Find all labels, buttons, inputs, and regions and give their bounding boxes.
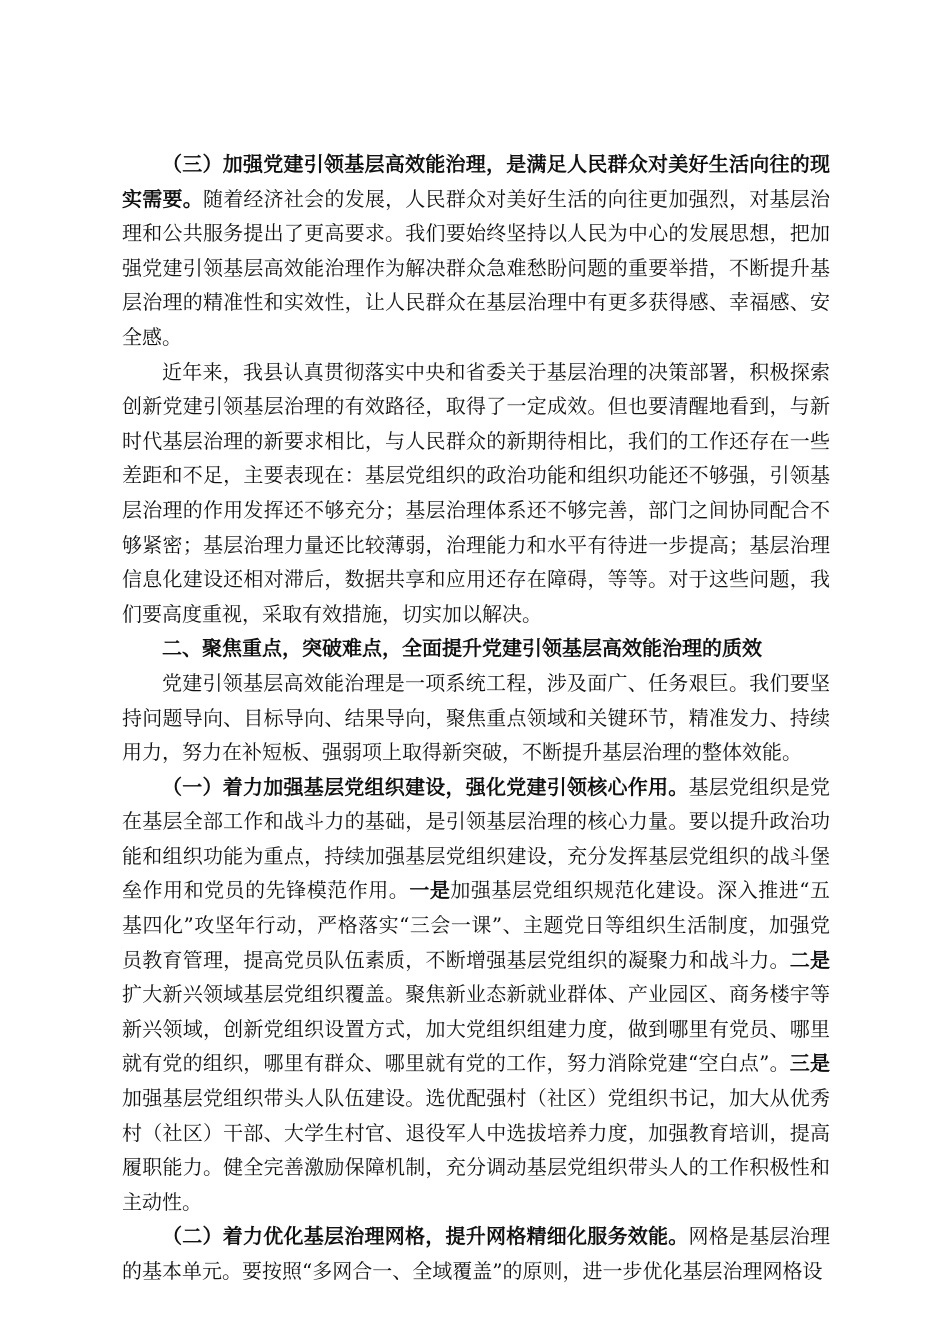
point-two-label: 二是 — [789, 947, 831, 972]
paragraph-text: 基层党组织是党在基层全部工作和战斗力的基础，是引领基层治理的核心力量。要以提升政治功能和组织功能为重点，持续加强基层党组织建设，充分发挥基层党组织的战斗堡垒作用和党员的先锋模范作用。 — [122, 774, 830, 903]
paragraph-text: 随着经济社会的发展，人民群众对美好生活的向往更加强烈，对基层治理和公共服务提出了更高要求。我们要始终坚持以人民为中心的发展思想，把加强党建引领基层高效能治理作为解决群众急难愁盼问题的重要举措，不断提升基层治理的精准性和实效性，让人民群众在基层治理中有更多获得感、幸福感、安全感。 — [122, 186, 831, 349]
point-one-text: 加强基层党组织规范化建设。深入推进“五基四化”攻坚年行动，严格落实“三会一课”、主题党日等组织生活制度，加强党员教育管理，提高党员队伍素质，不断增强基层党组织的凝聚力和战斗力。 — [122, 878, 831, 972]
paragraph-text: 党建引领基层高效能治理是一项系统工程，涉及面广、任务艰巨。我们要坚持问题导向、目标导向、结果导向，聚焦重点领域和关键环节，精准发力、持续用力，努力在补短板、强弱项上取得新突破，不断提升基层治理的整体效能。 — [122, 670, 830, 765]
paragraph-need-of-people — [122, 147, 830, 355]
section-lead-one: （一）着力加强基层党组织建设，强化党建引领核心作用。 — [162, 774, 689, 799]
paragraph-problems — [122, 355, 830, 632]
paragraph-party-org-building — [122, 770, 830, 1220]
paragraph-grid-optimization — [122, 1219, 830, 1288]
section-heading-two: 二、聚焦重点，突破难点，全面提升党建引领基层高效能治理的质效 — [162, 636, 762, 661]
section-lead-three: （三）加强党建引领基层高效能治理，是满足人民群众对美好生活向往的现实需要。 — [122, 152, 830, 211]
paragraph-text: 网格是基层治理的基本单元。要按照“多网合一、全域覆盖”的原则，进一步优化基层治理网格设 — [122, 1224, 830, 1283]
point-one-label: 一是 — [409, 878, 451, 903]
section-lead-two: （二）着力优化基层治理网格，提升网格精细化服务效能。 — [162, 1224, 689, 1249]
point-three-label: 三是 — [789, 1051, 830, 1076]
point-three-text: 加强基层党组织带头人队伍建设。选优配强村（社区）党组织书记，加大从优秀村（社区）干部、大学生村官、退役军人中选拔培养力度，加强教育培训，提高履职能力。健全完善激励保障机制，充分调动基层党组织带头人的工作积极性和主动性。 — [122, 1086, 830, 1214]
point-two-text: 扩大新兴领域基层党组织覆盖。聚焦新业态新就业群体、产业园区、商务楼宇等新兴领域，创新党组织设置方式，加大党组织组建力度，做到哪里有党员、哪里就有党的组织，哪里有群众、哪里就有党的工作，努力消除党建“空白点”。 — [122, 982, 830, 1076]
document-body — [122, 147, 830, 1289]
paragraph-overview — [122, 666, 830, 770]
paragraph-text: 近年来，我县认真贯彻落实中央和省委关于基层治理的决策部署，积极探索创新党建引领基层治理的有效路径，取得了一定成效。但也要清醒地看到，与新时代基层治理的新要求相比，与人民群众的新期待相比，我们的工作还存在一些差距和不足，主要表现在：基层党组织的政治功能和组织功能还不够强，引领基层治理的作用发挥还不够充分；基层治理体系还不够完善，部门之间协同配合不够紧密；基层治理力量还比较薄弱，治理能力和水平有待进一步提高；基层治理信息化建设还相对滞后，数据共享和应用还存在障碍，等等。对于这些问题，我们要高度重视，采取有效措施，切实加以解决。 — [122, 359, 830, 626]
